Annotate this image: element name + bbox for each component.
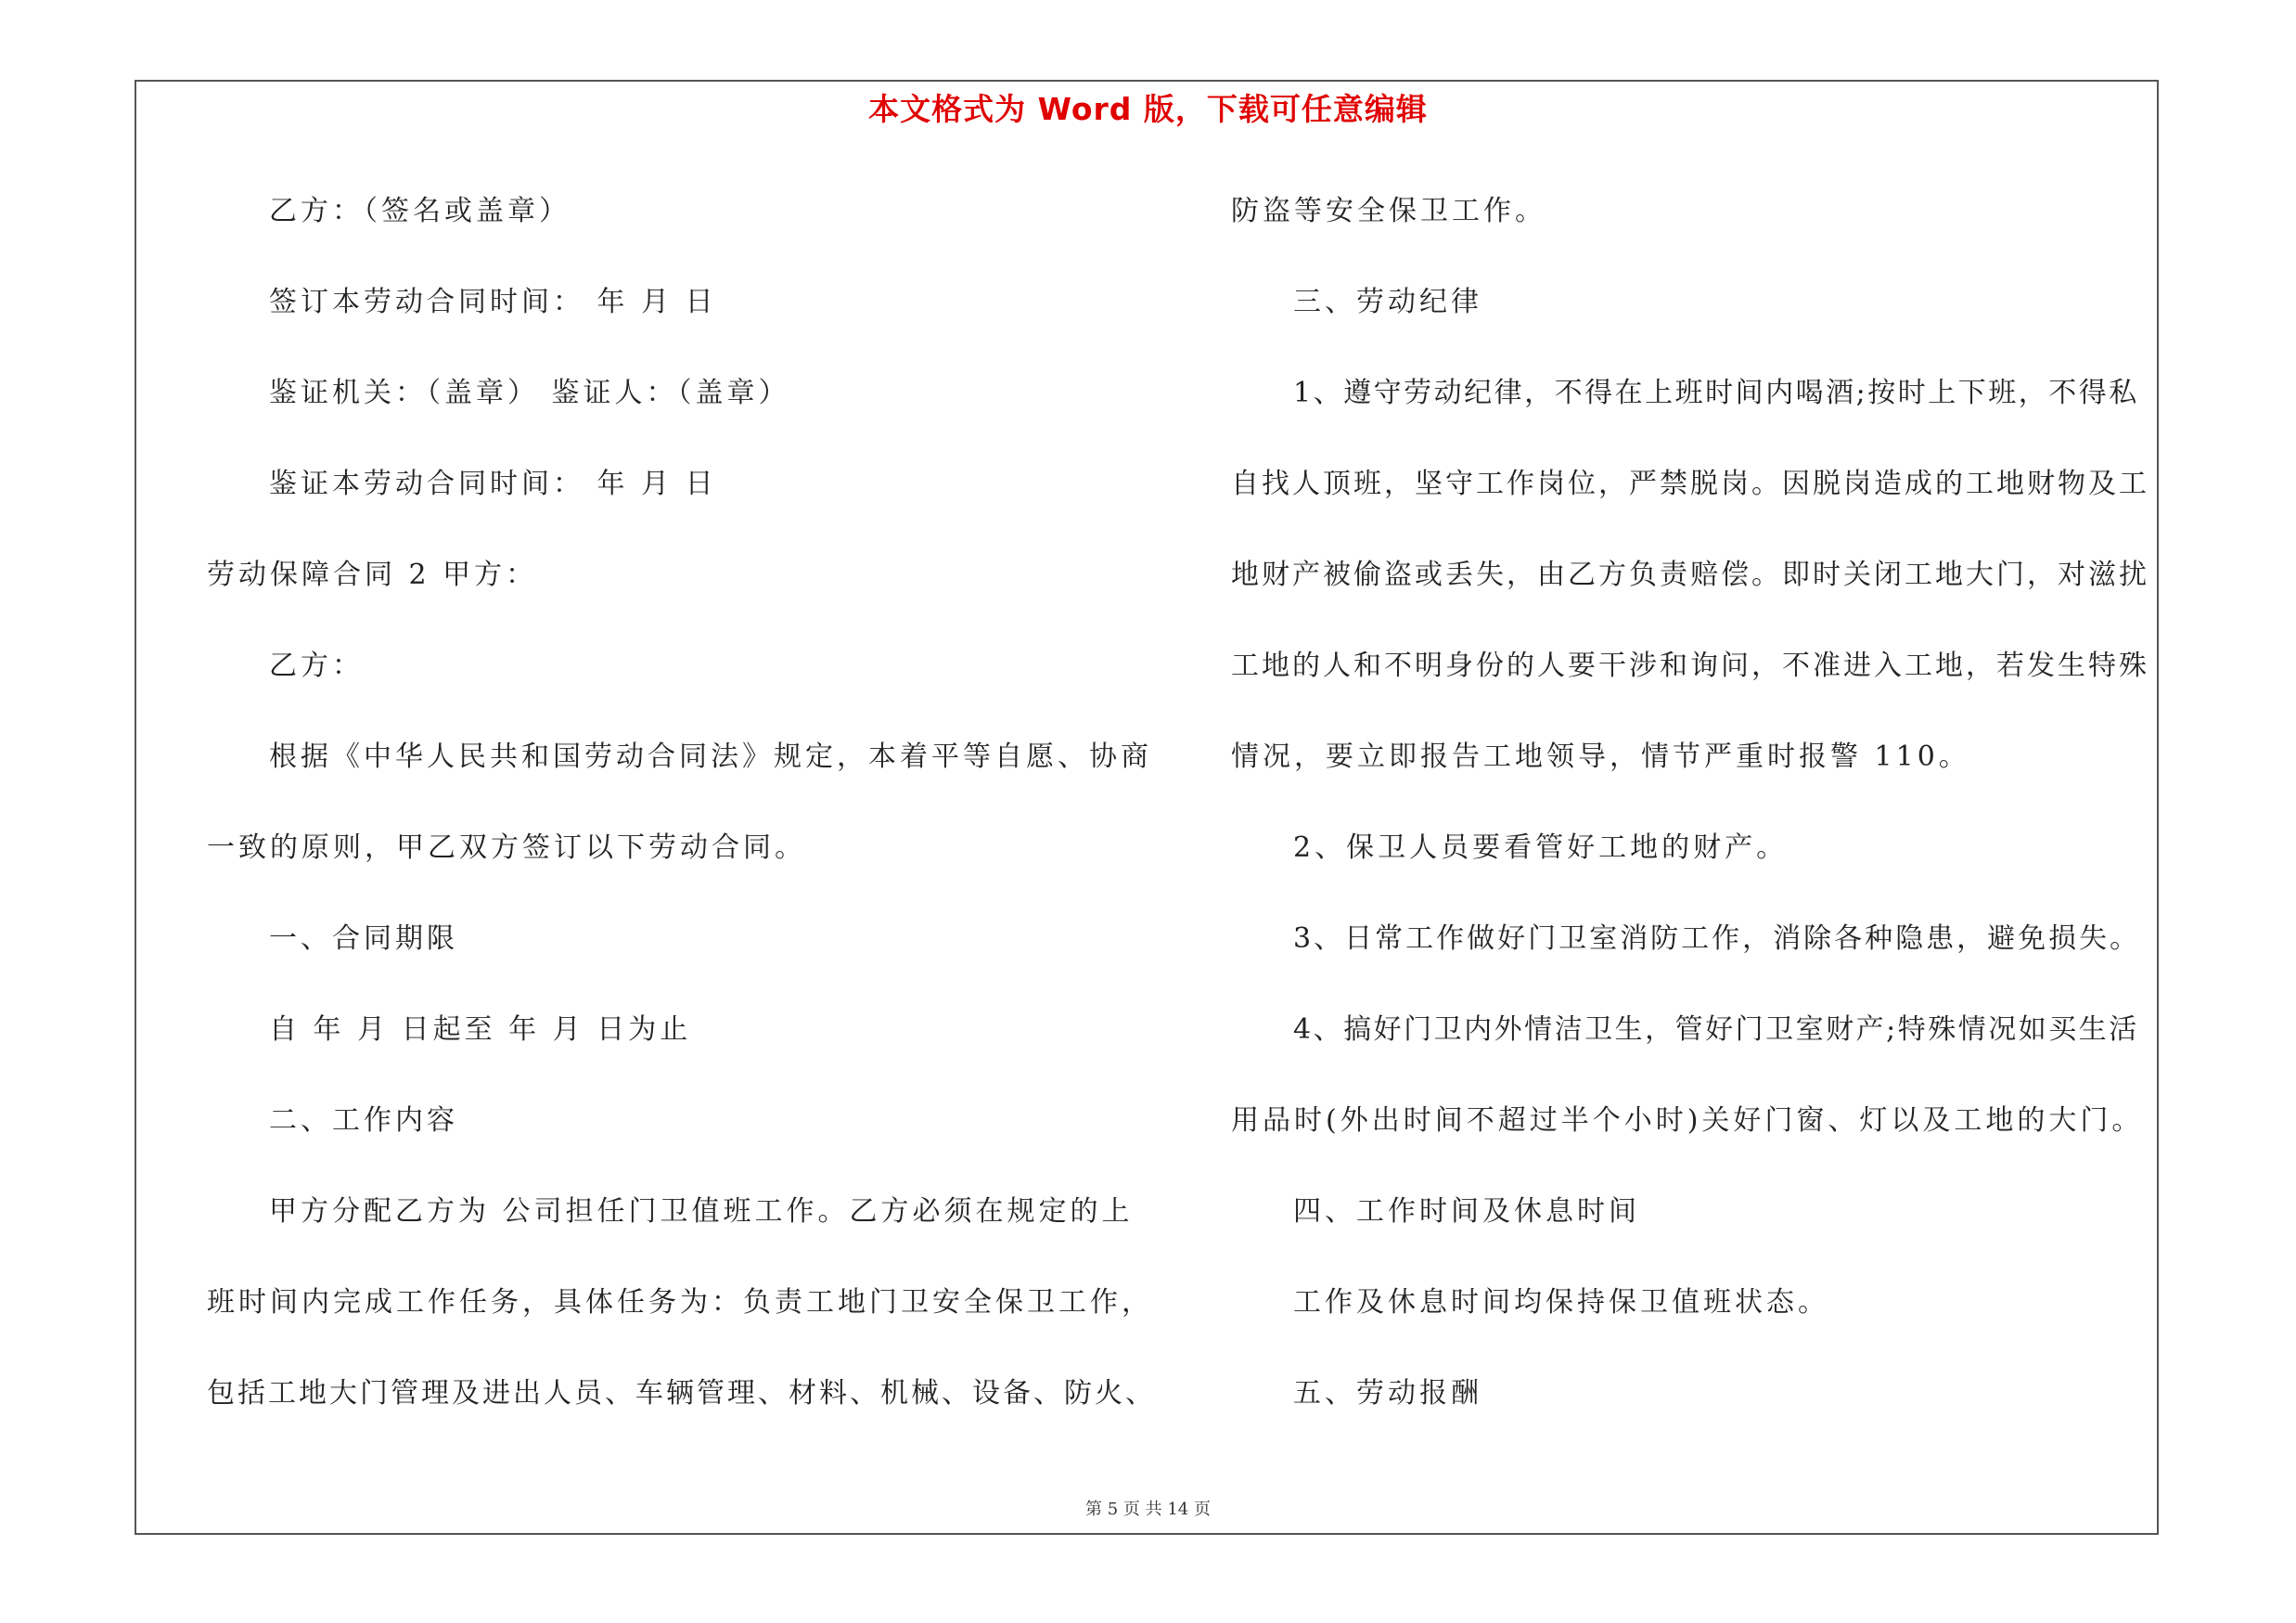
text-line: 乙方：（签名或盖章） xyxy=(269,195,571,227)
text-line: 五、劳动报酬 xyxy=(1293,1377,1482,1410)
text-line: 根据《中华人民共和国劳动合同法》规定，本着平等自愿、协商 xyxy=(269,741,1152,773)
text-line: 一、合同期限 xyxy=(269,922,458,955)
text-line: 4、搞好门卫内外情洁卫生，管好门卫室财产;特殊情况如买生活 xyxy=(1293,1013,2139,1046)
text-line: 工地的人和不明身份的人要干涉和询问，不准进入工地，若发生特殊 xyxy=(1231,650,2149,682)
text-line: 工作及休息时间均保持保卫值班状态。 xyxy=(1293,1286,1829,1319)
text-line: 鉴证本劳动合同时间： 年 月 日 xyxy=(269,468,717,500)
page-number: 第 5 页 共 14 页 xyxy=(1085,1500,1211,1519)
text-line: 3、日常工作做好门卫室消防工作，消除各种隐患，避免损失。 xyxy=(1293,922,2141,955)
format-banner: 本文格式为 Word 版，下载可任意编辑 xyxy=(868,91,1428,127)
text-line: 三、劳动纪律 xyxy=(1293,286,1482,318)
text-line: 四、工作时间及休息时间 xyxy=(1293,1195,1640,1228)
text-line: 甲方分配乙方为 公司担任门卫值班工作。乙方必须在规定的上 xyxy=(269,1195,1134,1228)
text-line: 1、遵守劳动纪律，不得在上班时间内喝酒;按时上下班，不得私 xyxy=(1293,377,2139,409)
text-line: 签订本劳动合同时间： 年 月 日 xyxy=(269,286,717,318)
text-line: 自找人顶班，坚守工作岗位，严禁脱岗。因脱岗造成的工地财物及工 xyxy=(1231,468,2149,500)
text-line: 用品时(外出时间不超过半个小时)关好门窗、灯以及工地的大门。 xyxy=(1231,1104,2144,1137)
text-line: 情况，要立即报告工地领导，情节严重时报警 110。 xyxy=(1231,741,1970,773)
text-line: 乙方： xyxy=(269,650,364,682)
text-line: 地财产被偷盗或丢失，由乙方负责赔偿。即时关闭工地大门，对滋扰 xyxy=(1231,559,2149,591)
text-line: 班时间内完成工作任务，具体任务为：负责工地门卫安全保卫工作， xyxy=(207,1286,1153,1319)
text-line: 包括工地大门管理及进出人员、车辆管理、材料、机械、设备、防火、 xyxy=(207,1377,1156,1410)
text-line: 防盗等安全保卫工作。 xyxy=(1231,195,1546,227)
text-line: 一致的原则，甲乙双方签订以下劳动合同。 xyxy=(207,831,806,864)
text-line: 2、保卫人员要看管好工地的财产。 xyxy=(1293,831,1789,864)
text-line: 鉴证机关：（盖章） 鉴证人：（盖章） xyxy=(269,377,790,409)
text-line: 自 年 月 日起至 年 月 日为止 xyxy=(269,1013,692,1046)
text-line: 二、工作内容 xyxy=(269,1104,458,1137)
text-line: 劳动保障合同 2 甲方： xyxy=(207,559,538,591)
